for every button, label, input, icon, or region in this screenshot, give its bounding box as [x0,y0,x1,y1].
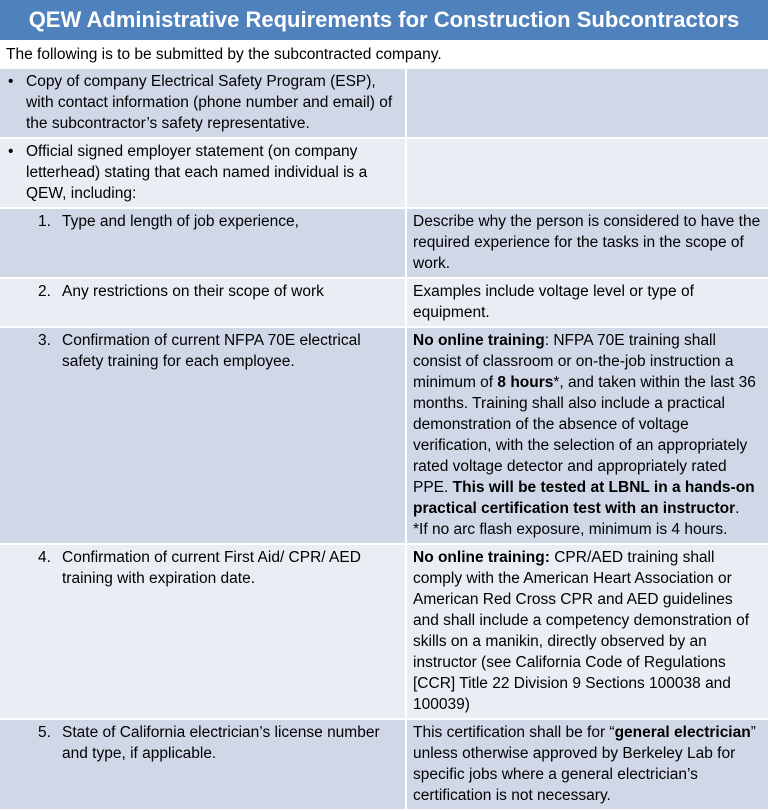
requirement-cell [0,208,406,278]
requirement-cell [0,544,406,719]
requirement-text: Confirmation of current First Aid/ CPR/ AED training with expiration date. [62,549,361,587]
table-row [0,208,768,278]
requirement-cell [0,69,406,138]
description-cell [406,138,768,208]
requirement-cell [0,719,406,810]
item-number: 4. [38,549,51,566]
requirements-table [0,69,768,811]
description-fragment: . [735,500,740,517]
description-fragment: ” unless otherwise approved by Berkeley Lab for specific jobs where a general electrician’s certification is not necessary. [413,724,756,804]
requirement-text: State of California electrician’s license number and type, if applicable. [62,724,380,762]
requirement-text: Official signed employer statement (on company letterhead) stating that each named individual is a QEW, including: [26,143,368,202]
bullet-marker: • [8,73,14,90]
description-fragment: CPR/AED training shall comply with the American Heart Association or American Red Cross CPR and AED guidelines and shall include a competency demonstration of skills on a manikin, directly observed by an instructor (see California Code of Regulations [CCR] Title 22 Division 9 Sections 100038 and 100039) [413,549,750,713]
table-row [0,544,768,719]
requirement-text: Type and length of job experience, [62,213,299,230]
description-cell [406,327,768,544]
footnote: *If no arc flash exposure, minimum is 4 hours. [413,521,728,538]
description-text: Describe why the person is considered to have the required experience for the tasks in the scope of work. [413,213,761,272]
requirement-text: Copy of company Electrical Safety Program (ESP), with contact information (phone number and email) of the subcontractor’s safety representative. [26,73,393,132]
table-row [0,327,768,544]
description-cell [406,719,768,810]
item-number: 3. [38,332,51,349]
item-number: 1. [38,213,51,230]
page-title: QEW Administrative Requirements for Construction Subcontractors [0,0,768,42]
no-online-training-label: No online training: [413,549,550,566]
no-online-training-label: No online training [413,332,545,349]
table-row [0,719,768,810]
requirement-cell [0,138,406,208]
description-text [413,330,762,519]
description-fragment: *, and taken within the last 36 months. Training shall also include a practical demonstration of the absence of voltage verification, with the selection of an appropriately rated voltage detector and appropriately rated PPE. [413,374,756,496]
table-row [0,278,768,327]
table-row [0,138,768,208]
description-cell [406,69,768,138]
description-cell [406,278,768,327]
table-row [0,69,768,138]
description-cell [406,208,768,278]
description-fragment: : NFPA 70E training shall consist of classroom or on-the-job instruction a minimum of [413,332,734,391]
hours-emphasis: 8 hours [497,374,554,391]
item-number: 5. [38,724,51,741]
intro-text: The following is to be submitted by the subcontracted company. [0,42,768,69]
description-text: Examples include voltage level or type of equipment. [413,283,694,321]
bullet-marker: • [8,143,14,160]
requirement-cell [0,278,406,327]
item-number: 2. [38,283,51,300]
description-cell [406,544,768,719]
requirement-cell [0,327,406,544]
test-emphasis: This will be tested at LBNL in a hands-on practical certification test with an instructor [413,479,755,517]
requirement-text: Any restrictions on their scope of work [62,283,324,300]
general-electrician-emphasis: general electrician [614,724,751,741]
description-fragment: This certification shall be for “ [413,724,615,741]
requirement-text: Confirmation of current NFPA 70E electrical safety training for each employee. [62,332,361,370]
